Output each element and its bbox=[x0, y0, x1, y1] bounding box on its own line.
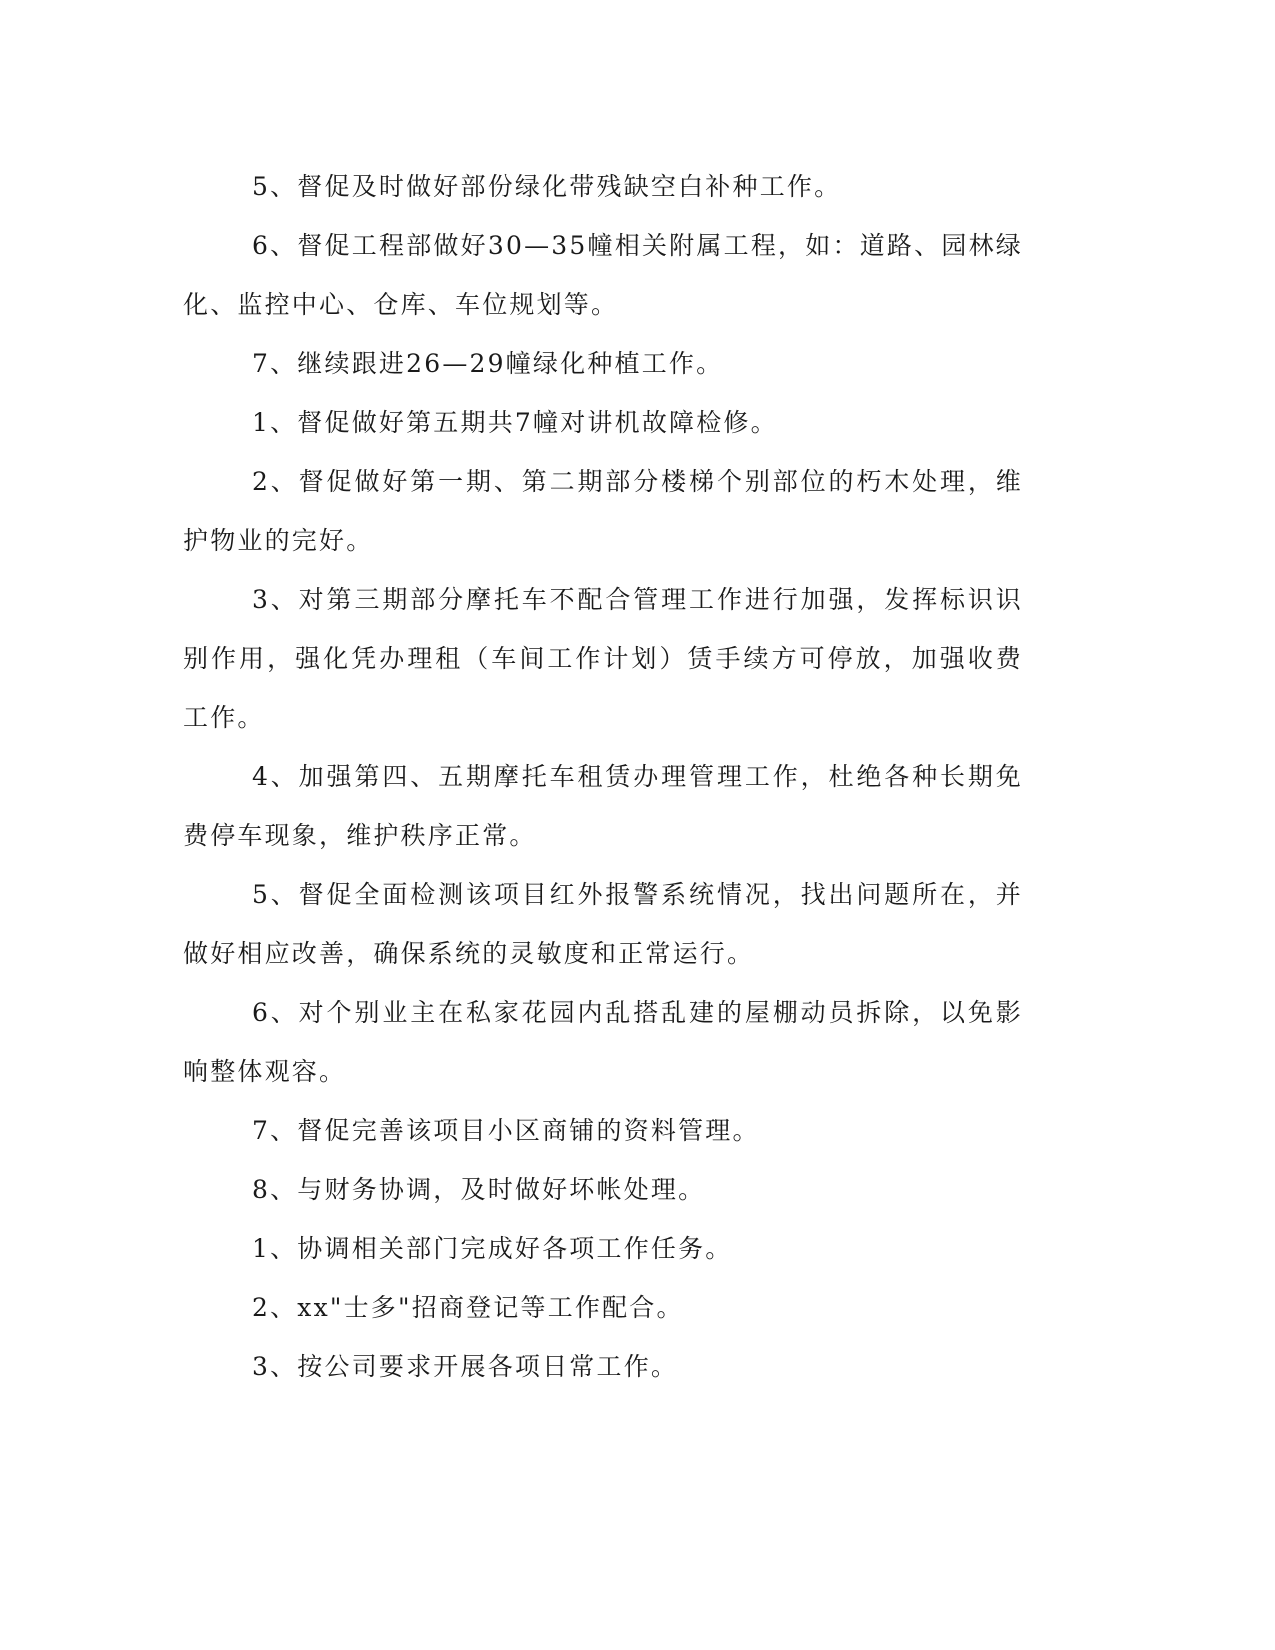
paragraph-11: 8、与财务协调，及时做好坏帐处理。 bbox=[252, 1175, 706, 1204]
paragraph-1: 5、督促及时做好部份绿化带残缺空白补种工作。 bbox=[252, 172, 842, 201]
document-body bbox=[183, 157, 1023, 1396]
paragraph-9: 6、对个别业主在私家花园内乱搭乱建的屋棚动员拆除，以免影响整体观容。 bbox=[183, 998, 1023, 1086]
paragraph-13: 2、xx"士多"招商登记等工作配合。 bbox=[252, 1293, 684, 1322]
paragraph-10: 7、督促完善该项目小区商铺的资料管理。 bbox=[252, 1116, 760, 1145]
paragraph-8: 5、督促全面检测该项目红外报警系统情况，找出问题所在，并做好相应改善，确保系统的灵敏度和正常运行。 bbox=[183, 880, 1023, 968]
paragraph-7: 4、加强第四、五期摩托车租赁办理管理工作，杜绝各种长期免费停车现象，维护秩序正常。 bbox=[183, 762, 1023, 850]
paragraph-12: 1、协调相关部门完成好各项工作任务。 bbox=[252, 1234, 733, 1263]
paragraph-3: 7、继续跟进26—29幢绿化种植工作。 bbox=[252, 349, 724, 378]
paragraph-14: 3、按公司要求开展各项日常工作。 bbox=[252, 1352, 679, 1381]
paragraph-4: 1、督促做好第五期共7幢对讲机故障检修。 bbox=[252, 408, 778, 437]
paragraph-2: 6、督促工程部做好30—35幢相关附属工程，如：道路、园林绿化、监控中心、仓库、车位规划等。 bbox=[183, 231, 1023, 319]
paragraph-5: 2、督促做好第一期、第二期部分楼梯个别部位的朽木处理，维护物业的完好。 bbox=[183, 467, 1023, 555]
paragraph-6: 3、对第三期部分摩托车不配合管理工作进行加强，发挥标识识别作用，强化凭办理租（车间工作计划）赁手续方可停放，加强收费工作。 bbox=[183, 585, 1023, 732]
